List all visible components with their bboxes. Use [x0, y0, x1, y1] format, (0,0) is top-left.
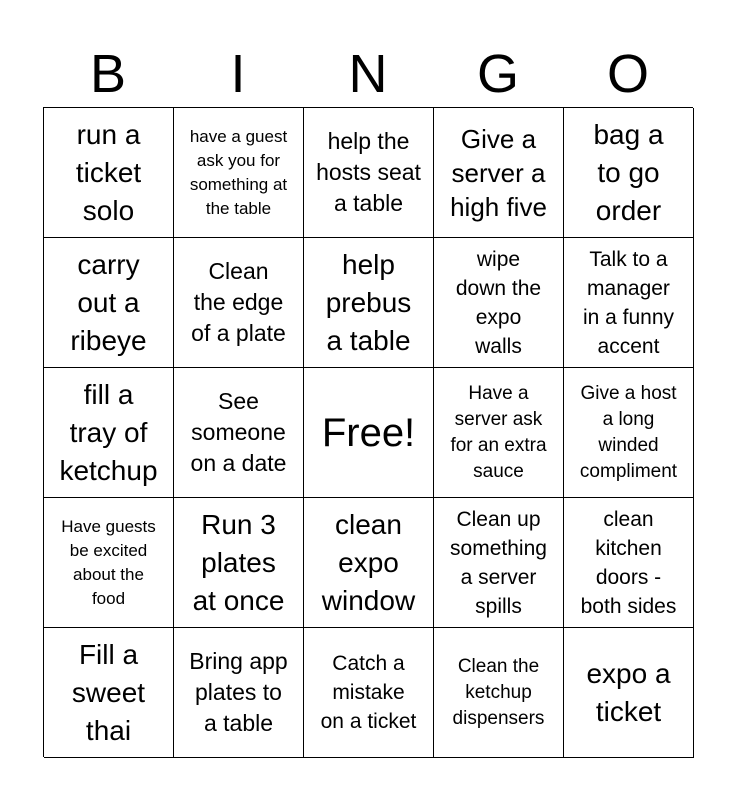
- header-letter-i: I: [230, 44, 246, 104]
- header-letter-b: B: [89, 44, 127, 104]
- cell-text: help prebus a table: [325, 248, 412, 356]
- cell-text: Catch a mistake on a ticket: [320, 652, 417, 733]
- bingo-cell-r5-c4[interactable]: [434, 628, 564, 758]
- header-letter-o: O: [606, 44, 649, 104]
- bingo-cell-r2-c2[interactable]: [174, 238, 304, 368]
- bingo-cell-r1-c3[interactable]: [304, 108, 434, 238]
- bingo-cell-r4-c3[interactable]: [304, 498, 434, 628]
- bingo-cell-r3-c5[interactable]: [564, 368, 694, 498]
- cell-text: Bring app plates to a table: [189, 648, 288, 736]
- cell-text: Give a server a high five: [450, 123, 547, 222]
- cell-text: clean expo window: [321, 508, 416, 616]
- bingo-cell-r4-c2[interactable]: [174, 498, 304, 628]
- bingo-cell-r5-c2[interactable]: [174, 628, 304, 758]
- cell-text: Have guests be excited about the food: [61, 516, 156, 608]
- cell-text: Run 3 plates at once: [192, 508, 285, 616]
- cell-text: Fill a sweet thai: [71, 638, 146, 746]
- bingo-header: [43, 40, 693, 108]
- cell-text: clean kitchen doors - both sides: [580, 507, 677, 618]
- bingo-cell-r5-c1[interactable]: [44, 628, 174, 758]
- cell-text: expo a ticket: [586, 657, 671, 727]
- bingo-cell-r4-c5[interactable]: [564, 498, 694, 628]
- bingo-cell-r3-c3-free[interactable]: [304, 368, 434, 498]
- bingo-cell-r2-c3[interactable]: [304, 238, 434, 368]
- bingo-cell-r4-c4[interactable]: [434, 498, 564, 628]
- bingo-cell-r5-c5[interactable]: [564, 628, 694, 758]
- bingo-cell-r1-c2[interactable]: [174, 108, 304, 238]
- bingo-cell-r1-c4[interactable]: [434, 108, 564, 238]
- header-letter-n: N: [348, 44, 388, 104]
- bingo-card-grid: [43, 107, 693, 757]
- cell-text: have a guest ask you for something at the table: [189, 126, 288, 218]
- cell-text: fill a tray of ketchup: [59, 378, 158, 486]
- cell-text: Clean up something a server spills: [450, 507, 547, 618]
- bingo-cell-r2-c5[interactable]: [564, 238, 694, 368]
- cell-text: carry out a ribeye: [70, 248, 147, 356]
- bingo-cell-r3-c4[interactable]: [434, 368, 564, 498]
- cell-text: run a ticket solo: [75, 118, 142, 226]
- bingo-cell-r3-c2[interactable]: [174, 368, 304, 498]
- cell-text: Clean the edge of a plate: [191, 258, 286, 346]
- cell-text: See someone on a date: [190, 388, 287, 476]
- bingo-cell-r2-c4[interactable]: [434, 238, 564, 368]
- bingo-cell-r3-c1[interactable]: [44, 368, 174, 498]
- header-letter-g: G: [476, 44, 519, 104]
- cell-text: wipe down the expo walls: [455, 247, 542, 358]
- cell-text: Clean the ketchup dispensers: [452, 655, 545, 729]
- cell-text: bag a to go order: [593, 118, 664, 226]
- cell-text: help the hosts seat a table: [316, 128, 421, 216]
- cell-text: Talk to a manager in a funny accent: [582, 247, 675, 358]
- cell-text: Have a server ask for an extra sauce: [450, 382, 547, 482]
- bingo-cell-r5-c3[interactable]: [304, 628, 434, 758]
- bingo-cell-r1-c1[interactable]: [44, 108, 174, 238]
- bingo-cell-r2-c1[interactable]: [44, 238, 174, 368]
- cell-text: Give a host a long winded compliment: [579, 382, 678, 482]
- bingo-cell-r1-c5[interactable]: [564, 108, 694, 238]
- free-space-text: Free!: [321, 410, 416, 455]
- bingo-cell-r4-c1[interactable]: [44, 498, 174, 628]
